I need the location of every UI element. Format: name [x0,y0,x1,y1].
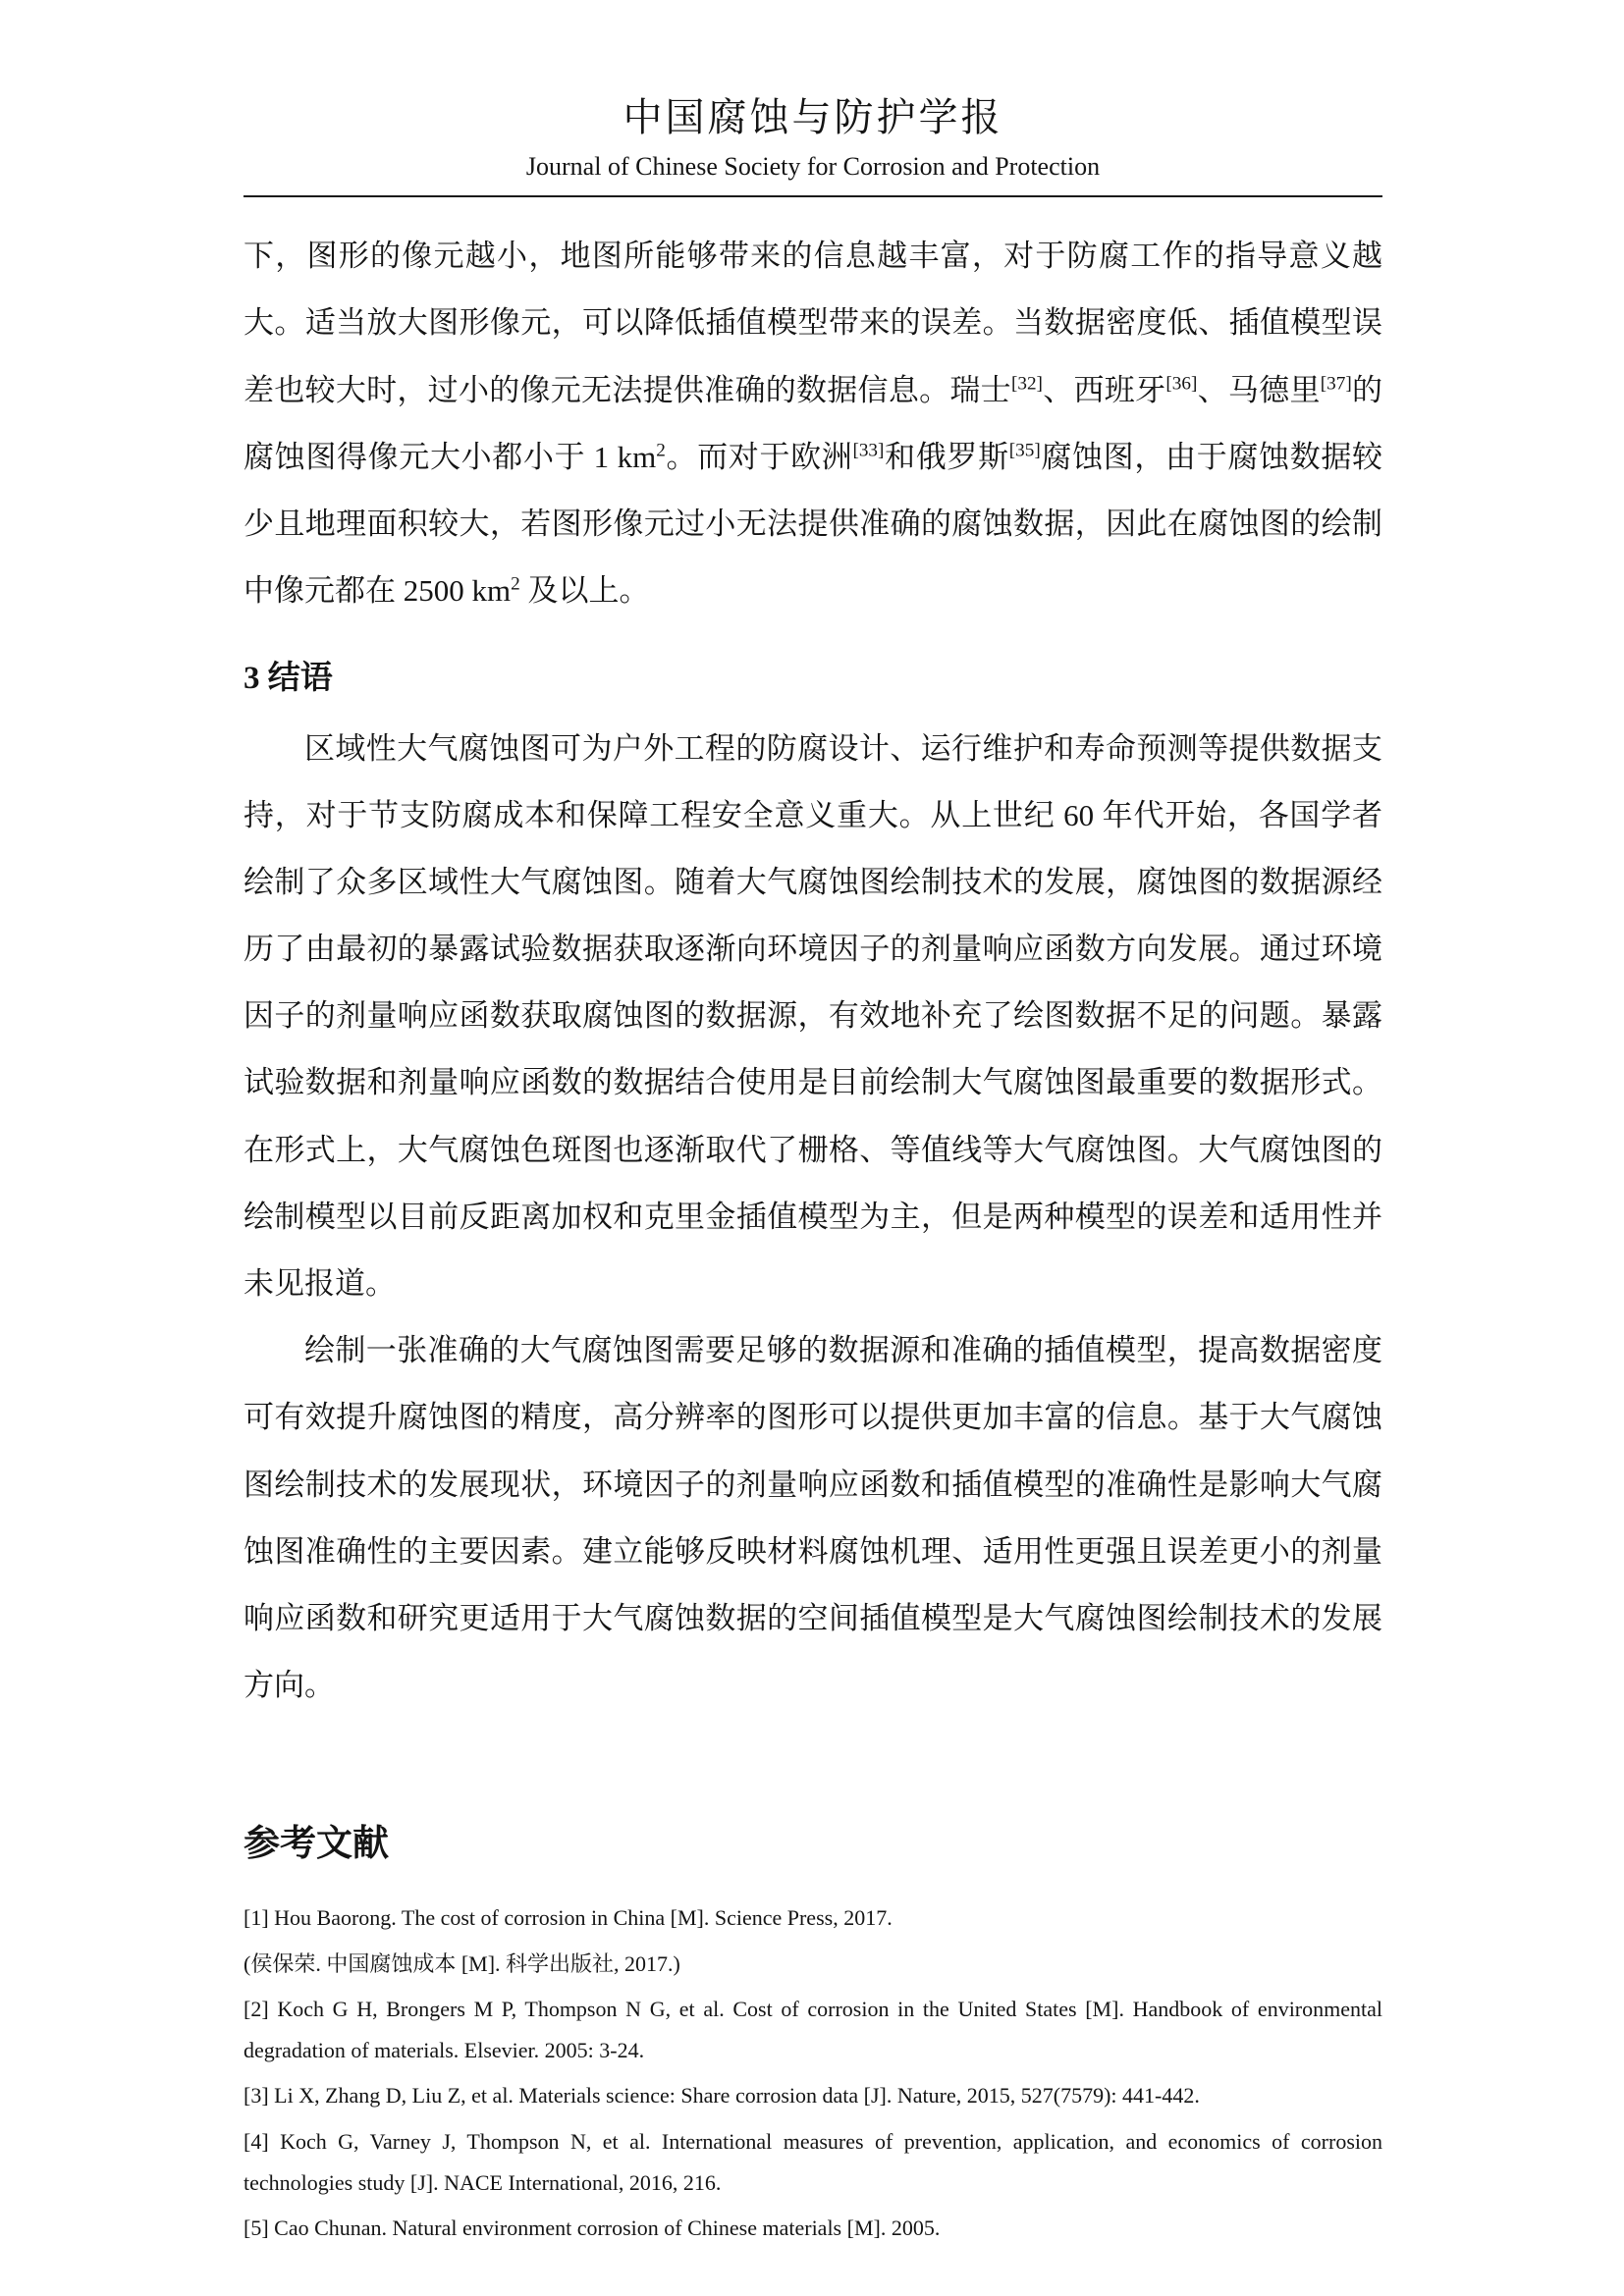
superscript-citation: [32] [1010,373,1043,395]
superscript-citation: [35] [1008,440,1041,461]
text-run: 。而对于欧洲 [665,439,853,474]
superscript-citation: [33] [852,440,885,461]
text-run: 、马德里 [1197,372,1321,407]
references-heading: 参考文献 [244,1824,389,1865]
intro-paragraph [244,223,1382,624]
section-heading-conclusion: 3 结语 [244,661,333,697]
article-body [244,223,1382,2249]
superscript-citation: [37] [1320,373,1352,395]
reference-item: [3] Li X, Zhang D, Liu Z, et al. Materials science: Share corrosion data [J]. Nature, 2015, 527(7579): 441-442. [244,2083,1200,2109]
reference-item: [2] Koch G H, Brongers M P, Thompson N G, et al. Cost of corrosion in the United States [M]. Handbook of environmental degradation of materials. Elsevier. 2005: 3-24. [244,1996,1382,2063]
journal-title-zh: 中国腐蚀与防护学报 [623,95,1003,139]
conclusion-paragraph-2: 绘制一张准确的大气腐蚀图需要足够的数据源和准确的插值模型，提高数据密度可有效提升腐蚀图的精度，高分辨率的图形可以提供更加丰富的信息。基于大气腐蚀图绘制技术的发展现状，环境因子的剂量响应函数和插值模型的准确性是影响大气腐蚀图准确性的主要因素。建立能够反映材料腐蚀机理、适用性更强且误差更小的剂量响应函数和研究更适用于大气腐蚀数据的空间插值模型是大气腐蚀图绘制技术的发展方向。 [244,1333,1382,1703]
superscript-citation: [36] [1165,373,1198,395]
text-run: 、西班牙 [1042,372,1166,407]
header-divider [244,195,1382,197]
journal-header [244,94,1382,197]
text-run: 腐蚀图，由于腐蚀数据较少且地理面积较大，若图形像元过小无法提供准确的腐蚀数据，因此在腐蚀图的绘制中像元都在 2500 km [244,439,1383,609]
text-run: 和俄罗斯 [884,439,1009,474]
text-run: 的腐蚀图得像元大小都小于 1 km [244,372,1383,474]
text-run: 下，图形的像元越小，地图所能够带来的信息越丰富，对于防腐工作的指导意义越大。适当放大图形像元，可以降低插值模型带来的误差。当数据密度低、插值模型误差也较大时，过小的像元无法提供准确的数据信息。瑞士 [244,239,1382,407]
conclusion-paragraph-1: 区域性大气腐蚀图可为户外工程的防腐设计、运行维护和寿命预测等提供数据支持，对于节支防腐成本和保障工程安全意义重大。从上世纪 60 年代开始，各国学者绘制了众多区域性大气腐蚀图。随着大气腐蚀图绘制技术的发展，腐蚀图的数据源经历了由最初的暴露试验数据获取逐渐向环境因子的剂量响应函数方向发展。通过环境因子的剂量响应函数获取腐蚀图的数据源，有效地补充了绘图数据不足的问题。暴露试验数据和剂量响应函数的数据结合使用是目前绘制大气腐蚀图最重要的数据形式。在形式上，大气腐蚀色斑图也逐渐取代了栅格、等值线等大气腐蚀图。大气腐蚀图的绘制模型以目前反距离加权和克里金插值模型为主，但是两种模型的误差和适用性并未见报道。 [244,730,1382,1301]
journal-title-en: Journal of Chinese Society for Corrosion and Protection [525,152,1101,181]
reference-item: [5] Cao Chunan. Natural environment corrosion of Chinese materials [M]. 2005. [244,2216,941,2241]
reference-item: [4] Koch G, Varney J, Thompson N, et al. International measures of prevention, application, and economics of corrosion technologies study [J]. NACE International, 2016, 216. [244,2128,1382,2195]
reference-item: [1] Hou Baorong. The cost of corrosion in China [M]. Science Press, 2017. [244,1905,893,1931]
text-run: 及以上。 [519,573,650,609]
reference-item-translation: (侯保荣. 中国腐蚀成本 [M]. 科学出版社, 2017.) [244,1950,680,1976]
superscript-citation: 2 [656,440,666,461]
superscript-citation: 2 [511,573,520,595]
references-list [244,1897,1382,2249]
